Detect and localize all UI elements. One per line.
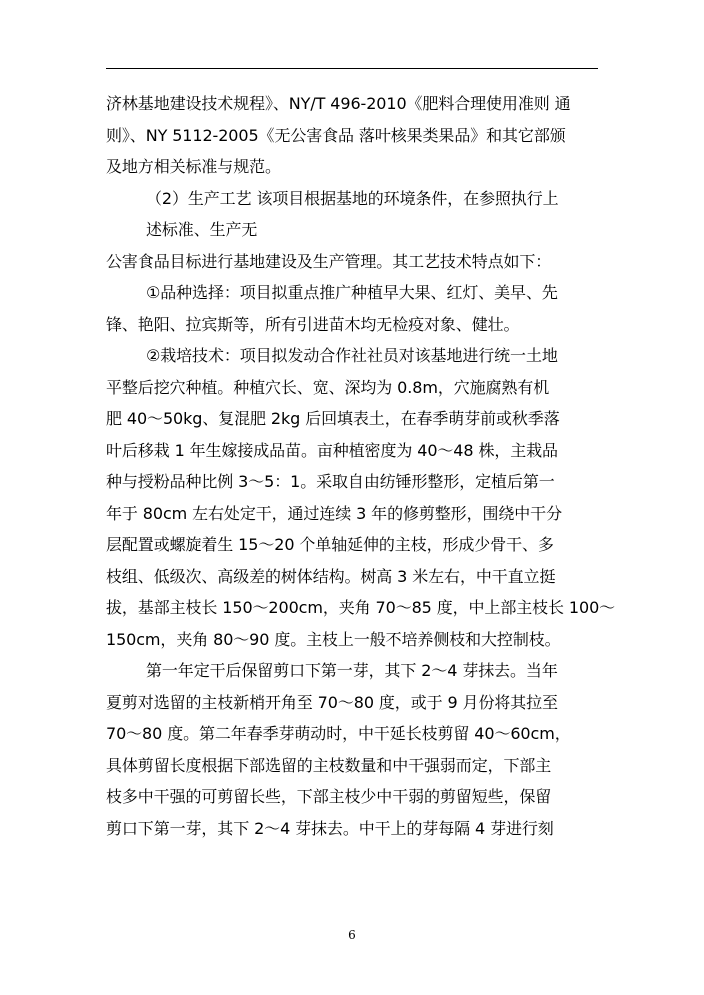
text-line: 第一年定干后保留剪口下第一芽，其下 2～4 芽抹去。当年 <box>146 661 558 680</box>
header-rule <box>106 68 598 69</box>
text-line: 述标准、生产无 <box>146 220 258 239</box>
text-line: 70～80 度。第二年春季芽萌动时，中干延长枝剪留 40～60cm， <box>106 724 571 743</box>
text-line: 肥 40～50kg、复混肥 2kg 后回填表土，在春季萌芽前或秋季落 <box>106 409 560 428</box>
text-line: （2）生产工艺 该项目根据基地的环境条件，在参照执行上 <box>146 188 559 208</box>
text-line: 则》、NY 5112-2005《无公害食品 落叶核果类果品》和其它部颁 <box>106 125 566 145</box>
text-line: 150cm，夹角 80～90 度。主枝上一般不培养侧枝和大控制枝。 <box>106 629 561 649</box>
text-line: 济林基地建设技术规程》、NY/T 496-2010《肥料合理使用准则 通 <box>106 94 571 113</box>
text-line: ①品种选择：项目拟重点推广种植早大果、红灯、美早、先 <box>146 283 558 302</box>
text-line: 年于 80cm 左右处定干，通过连续 3 年的修剪整形，围绕中干分 <box>106 503 562 523</box>
page-number: 6 <box>348 928 356 942</box>
text-line: 枝多中干强的可剪留长些，下部主枝少中干弱的剪留短些，保留 <box>106 787 552 806</box>
text-line: ②栽培技术：项目拟发动合作社社员对该基地进行统一土地 <box>146 346 558 365</box>
text-line: 及地方相关标准与规范。 <box>106 157 281 176</box>
text-line: 公害食品目标进行基地建设及生产管理。其工艺技术特点如下： <box>106 251 552 271</box>
text-line: 锋、艳阳、拉宾斯等，所有引进苗木均无检疫对象、健壮。 <box>106 314 520 334</box>
text-line: 具体剪留长度根据下部选留的主枝数量和中干强弱而定，下部主 <box>106 755 552 775</box>
text-line: 夏剪对选留的主枝新梢开角至 70～80 度，或于 9 月份将其拉至 <box>106 692 558 712</box>
text-line: 平整后挖穴种植。种植穴长、宽、深均为 0.8m，穴施腐熟有机 <box>106 377 550 397</box>
text-line: 枝组、低级次、高级差的树体结构。树高 3 米左右，中干直立挺 <box>106 566 556 586</box>
text-line: 层配置或螺旋着生 15～20 个单轴延伸的主枝，形成少骨干、多 <box>106 535 554 554</box>
text-line: 叶后移栽 1 年生嫁接成品苗。亩种植密度为 40～48 株，主栽品 <box>106 440 558 460</box>
document-body <box>106 88 616 844</box>
text-line: 拔，基部主枝长 150～200cm，夹角 70～85 度，中上部主枝长 100～ <box>106 598 616 617</box>
text-line: 种与授粉品种比例 3～5：1。采取自由纺锤形整形，定植后第一 <box>106 472 555 491</box>
text-line: 剪口下第一芽，其下 2～4 芽抹去。中干上的芽每隔 4 芽进行刻 <box>106 818 554 838</box>
